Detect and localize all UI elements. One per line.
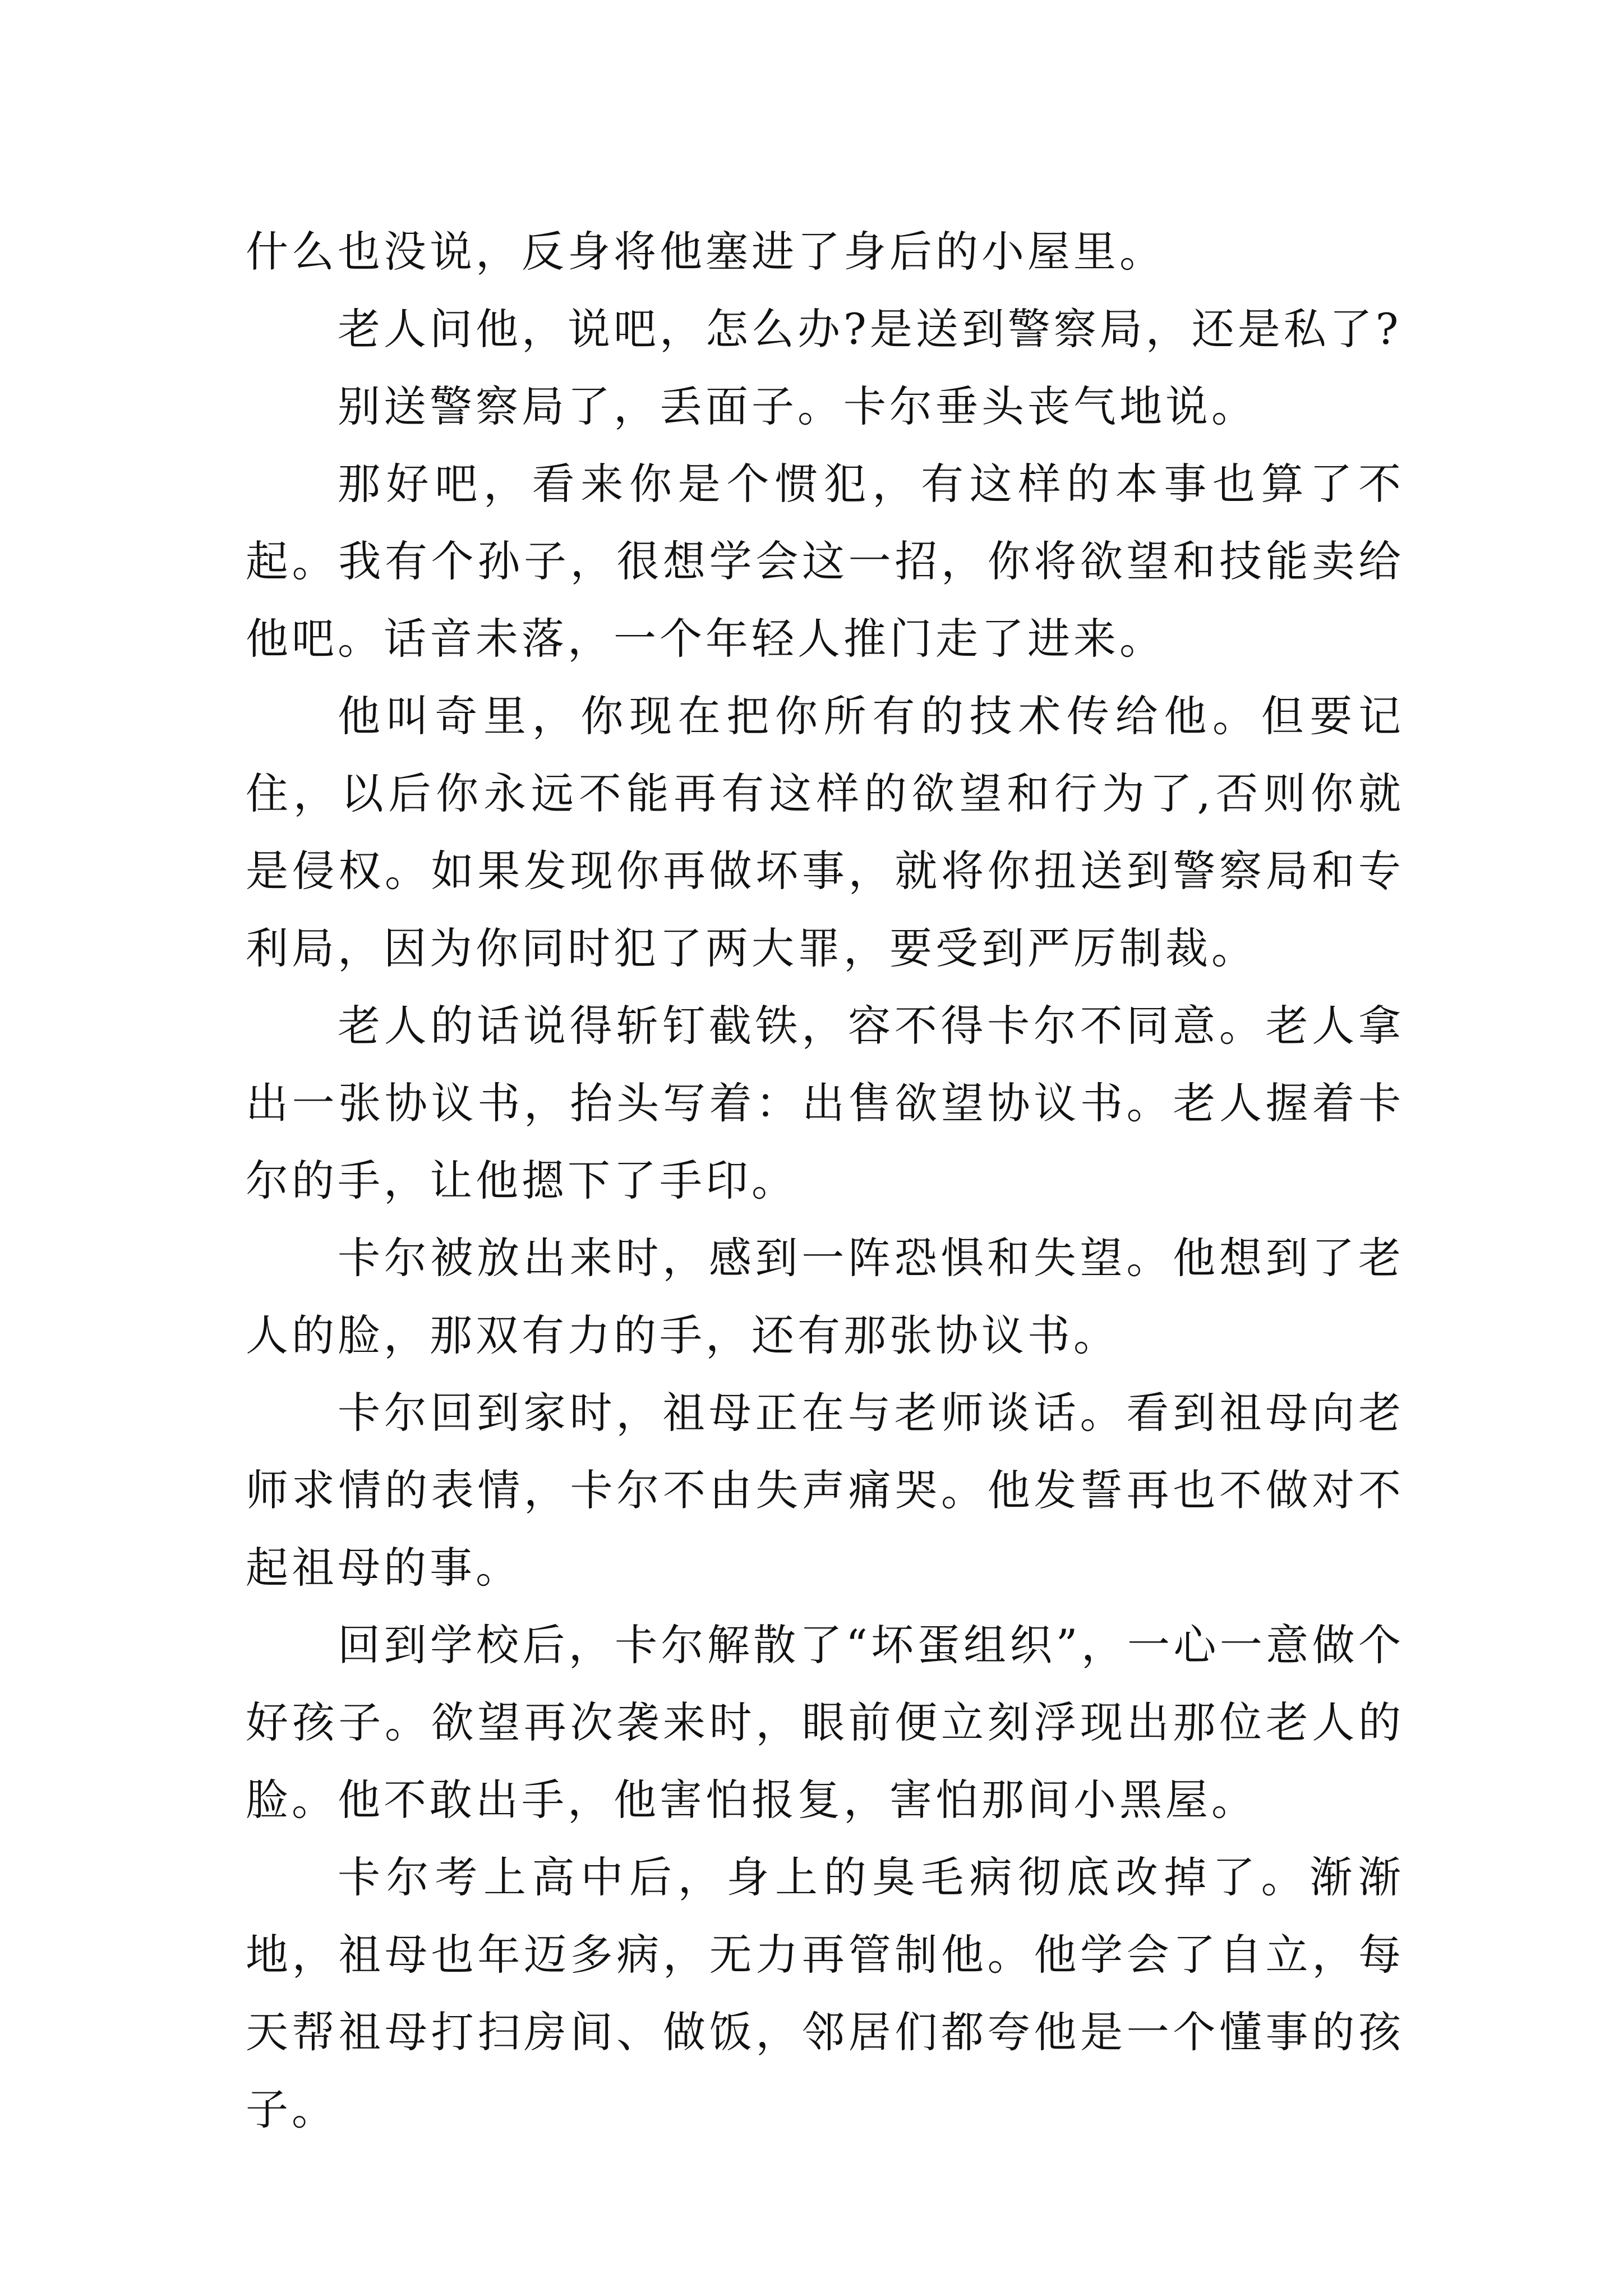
paragraph: 别送警察局了，丢面子。卡尔垂头丧气地说。 (338, 381, 1257, 431)
paragraph: 那好吧，看来你是个惯犯，有这样的本事也算了不起。我有个孙子，很想学会这一招，你将欲望和技能卖给他吧。话音未落，一个年轻人推门走了进来。 (246, 459, 1404, 664)
paragraph: 他叫奇里，你现在把你所有的技术传给他。但要记住，以后你永远不能再有这样的欲望和行为了,否则你就是侵权。如果发现你再做坏事，就将你扭送到警察局和专利局，因为你同时犯了两大罪，要受到严厉制裁。 (246, 691, 1404, 973)
paragraph: 卡尔被放出来时，感到一阵恐惧和失望。他想到了老人的脸，那双有力的手，还有那张协议书。 (246, 1233, 1404, 1360)
paragraph: 老人的话说得斩钉截铁，容不得卡尔不同意。老人拿出一张协议书，抬头写着：出售欲望协议书。老人握着卡尔的手，让他摁下了手印。 (246, 1001, 1404, 1205)
paragraph: 卡尔回到家时，祖母正在与老师谈话。看到祖母向老师求情的表情，卡尔不由失声痛哭。他发誓再也不做对不起祖母的事。 (246, 1388, 1404, 1593)
paragraph: 回到学校后，卡尔解散了“坏蛋组织”，一心一意做个好孩子。欲望再次袭来时，眼前便立刻浮现出那位老人的脸。他不敢出手，他害怕报复，害怕那间小黑屋。 (246, 1620, 1404, 1825)
body-text (246, 213, 1404, 2148)
paragraph: 老人问他，说吧，怎么办?是送到警察局，还是私了? (338, 304, 1402, 354)
paragraph: 卡尔考上高中后，身上的臭毛病彻底改掉了。渐渐地，祖母也年迈多病，无力再管制他。他学会了自立，每天帮祖母打扫房间、做饭，邻居们都夸他是一个懂事的孩子。 (246, 1852, 1404, 2134)
paragraph-continuation: 什么也没说，反身将他塞进了身后的小屋里。 (246, 227, 1165, 277)
